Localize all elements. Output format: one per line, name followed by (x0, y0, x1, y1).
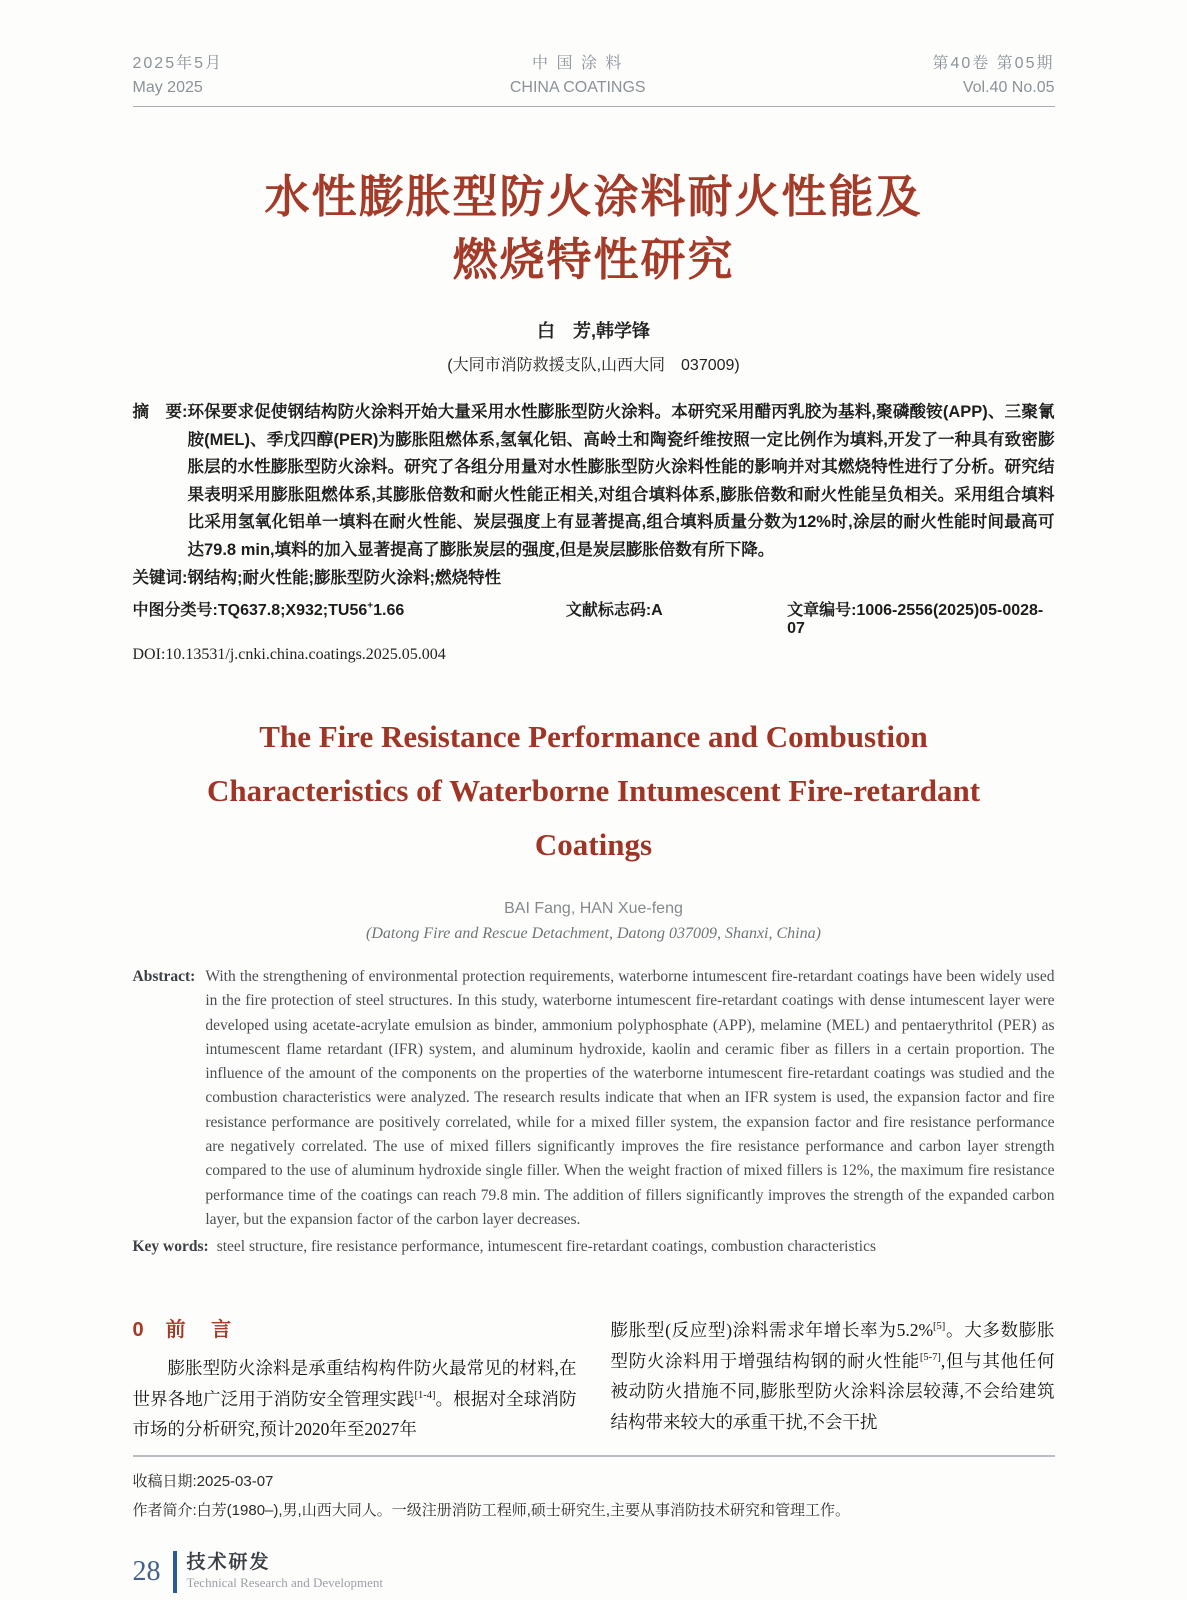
citation-ref-1-4: [1-4] (414, 1389, 436, 1401)
affiliation-cn: (大同市消防救援支队,山西大同 037009) (447, 357, 740, 374)
section-title: 前 言 (165, 1319, 242, 1342)
body-column-right (611, 1315, 1055, 1445)
footnotes (133, 1467, 1055, 1525)
abstract-cn-text: 环保要求促使钢结构防火涂料开始大量采用水性膨胀型防火涂料。本研究采用醋丙乳胶为基料,聚磷酸铵(APP)、三聚氰胺(MEL)、季戊四醇(PER)为膨胀阻燃体系,氢氧化铝、高岭土和陶瓷纤维按照一定比例作为填料,开发了一种具有致密膨胀层的水性膨胀型防火涂料。研究了各组分用量对水性膨胀型防火涂料性能的影响并对其燃烧特性进行了分析。研究结果表明采用膨胀阻燃体系,其膨胀倍数和耐火性能正相关,对组合填料体系,膨胀倍数和耐火性能呈负相关。采用组合填料比采用氢氧化铝单一填料在耐火性能、炭层强度上有显著提高,组合填料质量分数为12%时,涂层的耐火性能时间最高可达79.8 min,填料的加入显著提高了膨胀炭层的强度,但是炭层膨胀倍数有所下降。 (187, 403, 1055, 559)
doi: DOI:10.13531/j.cnki.china.coatings.2025.05.004 (132, 646, 446, 663)
page-content (133, 0, 1055, 1593)
body-columns (133, 1315, 1055, 1445)
intro-left-text-2: 。根据对全球消防市场的分析研究,预计2020年至2027年 (132, 1388, 577, 1440)
intro-paragraph-left (133, 1353, 577, 1445)
footnote-divider (133, 1455, 1055, 1457)
abstract-en (133, 965, 1055, 1232)
abstract-en-label: Abstract: (132, 968, 196, 985)
header-date-cn: 2025年5月 (132, 55, 223, 72)
header-journal (510, 52, 646, 100)
header-date-en: May 2025 (132, 79, 203, 96)
article-title-cn-line2: 燃烧特性研究 (452, 234, 735, 285)
keywords-en-text: steel structure, fire resistance performance, intumescent fire-retardant coatings, combustion characteristics (216, 1238, 877, 1256)
intro-left-text-1: 膨胀型防火涂料是承重结构构件防火最常见的材料,在世界各地广泛用于消防安全管理实践 (132, 1358, 577, 1409)
column-name-cn: 技术研发 (186, 1551, 271, 1573)
header-journal-en: CHINA COATINGS (509, 79, 646, 96)
intro-paragraph-right (611, 1315, 1055, 1437)
clc-label: 中图分类号: (132, 602, 218, 619)
footer-divider-bar (173, 1551, 177, 1593)
document-code: 文献标志码:A (565, 602, 663, 619)
keywords-en-label: Key words: (132, 1238, 209, 1256)
journal-header (133, 52, 1055, 107)
page-footer (133, 1551, 1055, 1593)
clc-number (133, 597, 566, 638)
header-journal-cn: 中 国 涂 料 (532, 55, 624, 72)
article-title-cn-line1: 水性膨胀型防火涂料耐火性能及 (264, 171, 923, 222)
keywords-cn-text: 钢结构;耐火性能;膨胀型防火涂料;燃烧特性 (187, 569, 501, 587)
clc-pre: TQ637.8;X932;TU56 (217, 602, 368, 619)
header-issue-en: Vol.40 No.05 (962, 79, 1055, 96)
author-bio: 作者简介:白芳(1980–),男,山西大同人。一级注册消防工程师,硕士研究生,主要从事消防技术研究和管理工作。 (132, 1501, 851, 1519)
keywords-cn (133, 565, 1055, 592)
column-name-en: Technical Research and Development (186, 1574, 384, 1590)
affiliation-en: (Datong Fire and Rescue Detachment, Datong 037009, Shanxi, China) (366, 925, 821, 942)
article-title-en-line1: The Fire Resistance Performance and Combustion (259, 719, 928, 754)
received-date: 收稿日期:2025-03-07 (132, 1472, 274, 1490)
intro-right-text-3: ,但与其他任何被动防火措施不同,膨胀型防火涂料涂层较薄,不会给建筑结构带来较大的承重干扰,不会干扰 (610, 1350, 1055, 1432)
body-column-left (133, 1315, 577, 1445)
citation-ref-5: [5] (933, 1321, 946, 1333)
intro-right-text-2: 。大多数膨胀型防火涂料用于增强结构钢的耐火性能 (610, 1320, 1055, 1371)
header-issue (932, 52, 1054, 100)
article-title-en-line3: Coatings (534, 827, 653, 862)
clc-sup: + (367, 600, 374, 612)
clc-post: 1.66 (373, 602, 405, 619)
page-number: 28 (132, 1555, 161, 1587)
abstract-cn-label: 摘 要: (132, 403, 188, 421)
section-number: 0 (132, 1319, 144, 1342)
article-id: 文章编号:1006-2556(2025)05-0028-07 (787, 602, 1044, 637)
classification-row (133, 597, 1055, 638)
authors-cn: 白 芳,韩学锋 (536, 321, 650, 341)
abstract-cn (133, 399, 1055, 564)
abstract-en-text: With the strengthening of environmental protection requirements, waterborne intumescent fire-retardant coatings have been widely used in the fire protection of steel structures. In this study, waterborne intumescent fire-retardant coatings with dense intumescent layer were developed using acetate-acrylate emulsion as binder, ammonium polyphosphate (APP), melamine (MEL) and pentaerythritol (PER) as intumescent flame retardant (IFR) system, and aluminum hydroxide, kaolin and ceramic fiber as fillers in a certain proportion. The influence of the amount of the components on the properties of the waterborne intumescent fire-retardant coatings was studied and the combustion characteristics were analyzed. The research results indicate that when an IFR system is used, the expansion factor and fire resistance performance are positively correlated, while for a mixed filler system, the expansion factor and fire resistance performance are negatively correlated. The use of mixed fillers significantly improves the fire resistance performance and carbon layer strength compared to the use of aluminum hydroxide single filler. When the weight fraction of mixed fillers is 12%, the maximum fire resistance performance time of the coatings can reach 79.8 min. The addition of fillers significantly improves the strength of the expanded carbon layer, but the expansion factor of the carbon layer decreases. (205, 968, 1055, 1228)
article-title-en-line2: Characteristics of Waterborne Intumescent Fire-retardant (206, 773, 981, 808)
intro-right-text-1: 膨胀型(反应型)涂料需求年增长率为5.2% (610, 1320, 934, 1341)
keywords-cn-label: 关键词: (132, 569, 188, 587)
authors-en: BAI Fang, HAN Xue-feng (504, 900, 683, 917)
keywords-en (133, 1235, 1055, 1259)
column-section (187, 1552, 384, 1592)
header-issue-cn: 第40卷 第05期 (932, 55, 1055, 72)
article-title-en (133, 710, 1055, 872)
header-date (133, 52, 224, 100)
citation-ref-5-7: [5-7] (919, 1351, 941, 1363)
section-heading-intro (133, 1315, 577, 1345)
article-title-cn (133, 165, 1055, 291)
